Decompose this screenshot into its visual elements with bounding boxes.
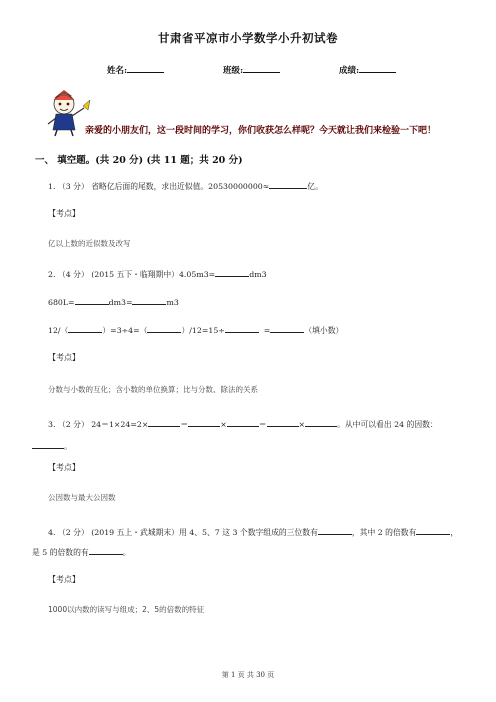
section-heading: 一、 填空题。(共 20 分) (共 11 题；共 20 分) [35,155,243,166]
q3-eq1: ＝ [180,420,189,429]
q3-line1-suffix: 。从中可以看出 24 的因数： [337,420,438,429]
page-footer: 第 1 页 共 30 页 [221,671,275,679]
q2-line2-c: m3 [166,298,179,307]
score-label: 成绩: [339,66,360,76]
class-blank [243,63,280,73]
q4-line2: 是 5 的倍数的有 [32,548,89,557]
q2-blank-5 [147,324,181,333]
q3-blank-4 [267,418,299,427]
name-label: 姓名: [107,66,128,76]
q3-blank-6 [32,440,64,449]
q4-line2-suffix: 。 [122,548,131,557]
q2-blank-2 [75,296,109,305]
q4-blank-1 [318,526,352,535]
q4-line1: 4. （2 分） (2019 五上・武城期末）用 4、5、7 这 3 个数字组成的三位数有 [48,528,318,537]
question-4 [48,526,458,538]
question-2-line-2 [48,296,179,307]
q3-kaodian-label: 【考点】 [48,463,80,472]
q3-blank-5 [305,418,337,427]
q2-line3-c: ）/12=15÷ [181,326,225,335]
q1-blank [269,180,307,189]
q4-kaodian-answer: 1000以内数的读写与组成；2、5的倍数的特征 [48,605,205,614]
q1-suffix: 亿。 [307,182,323,191]
page-title: 甘肃省平凉市小学数学小升初试卷 [158,31,338,45]
q2-line1: 2. （4 分） (2015 五下・临翔期中）4.05m3= [48,270,216,279]
question-2 [48,268,267,280]
q2-line1-suffix: dm3 [249,270,267,279]
q1-text: 1. （3 分） 省略亿后面的尾数，求出近似值。20530000000≈ [48,182,270,191]
q2-line3-a: 12/（ [48,326,69,335]
q2-line2-a: 680L= [48,298,75,307]
question-3-line-2 [32,440,72,452]
q2-kaodian-answer: 分数与小数的互化；含小数的单位换算；比与分数、除法的关系 [48,385,258,394]
q3-blank-3 [227,418,259,427]
q3-kaodian-answer: 公因数与最大公因数 [48,493,116,502]
score-blank [359,63,396,73]
name-blank [127,63,164,73]
q4-line1-suffix: ， [450,528,459,537]
q4-blank-3 [89,546,123,555]
q2-blank-4 [68,324,102,333]
name-field [107,63,164,76]
q2-line3-e: （填小数） [304,326,344,335]
q1-kaodian-label: 【考点】 [48,209,80,218]
q2-line2-b: dm3= [108,298,133,307]
q2-blank-6 [225,324,259,333]
q4-blank-2 [416,526,450,535]
q2-blank-7 [270,324,304,333]
question-2-line-3 [48,324,343,336]
q2-line3-d: = [263,326,271,335]
q3-eq2: ＝ [258,420,267,429]
q2-blank-3 [132,296,166,305]
q3-blank-2 [188,418,220,427]
question-4-line-2 [32,546,131,558]
greeting-text: 亲爱的小朋友们，这一段时间的学习，你们收获怎么样呢？今天就让我们来检验一下吧！ [85,126,437,136]
q3-blank-1 [148,418,180,427]
q4-line1-mid: ，其中 2 的倍数有 [351,528,417,537]
score-field [339,63,396,76]
q3-line2-suffix: 。 [64,442,72,451]
q2-blank-1 [215,268,249,277]
q2-line3-b: ）=3÷4=（ [102,326,148,335]
q3-line1: 3. （2 分） 24＝1×24=2× [48,420,149,429]
class-label: 班级: [223,66,244,76]
q1-kaodian-answer: 亿以上数的近似数及改写 [48,239,131,248]
q3-times2: × [298,420,306,429]
q4-kaodian-label: 【考点】 [48,575,80,584]
q2-kaodian-label: 【考点】 [48,353,80,362]
question-1 [48,180,323,192]
question-3 [48,418,438,430]
class-field [223,63,280,76]
q3-times: × [220,420,227,429]
